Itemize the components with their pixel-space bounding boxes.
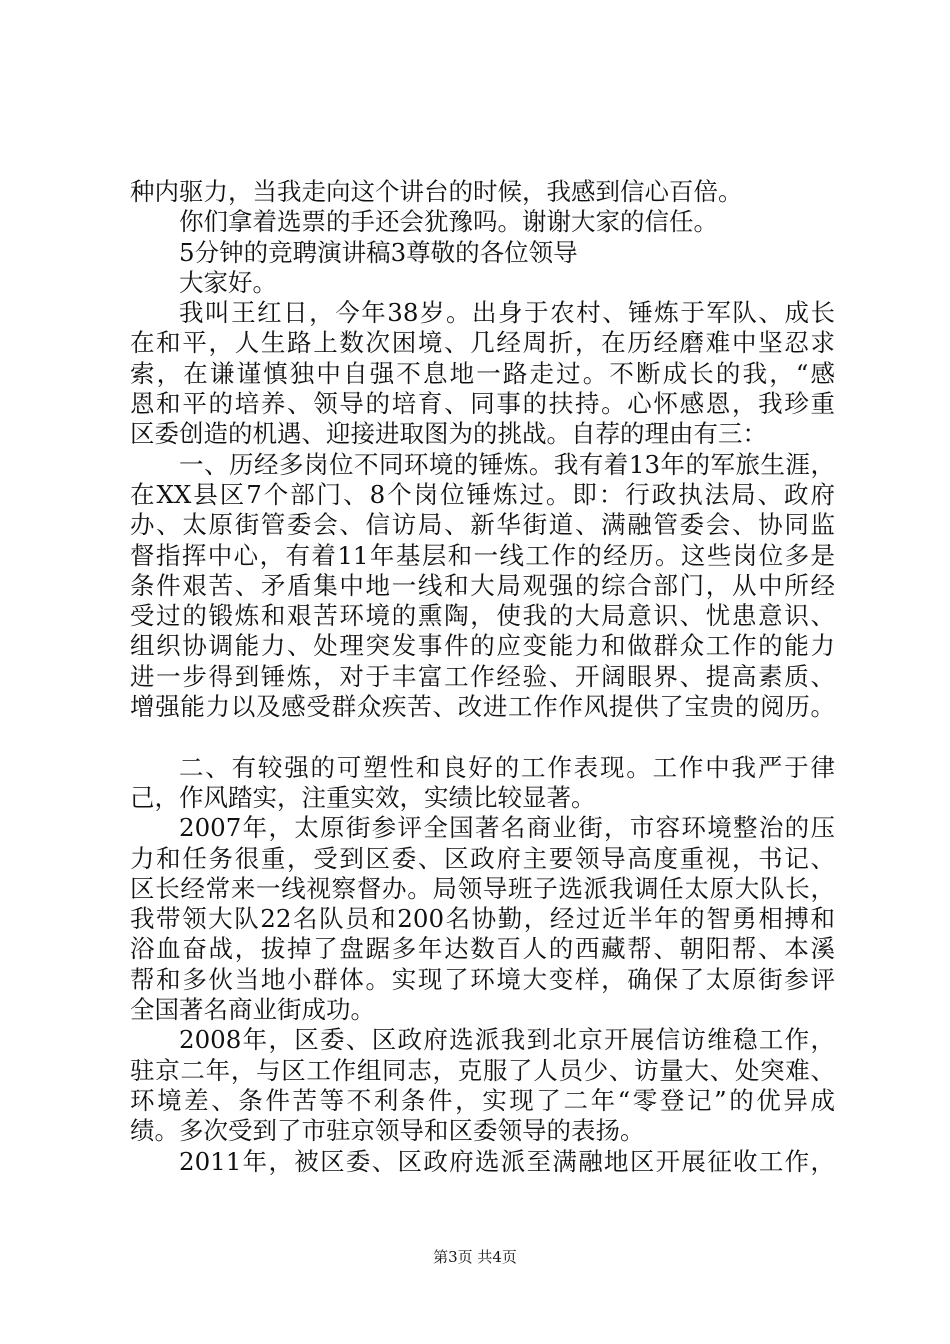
- text-line: 力和任务很重，受到区委、区政府主要领导高度重视，书记、: [130, 843, 835, 873]
- text-line: 索，在谦谨慎独中自强不息地一路走过。不断成长的我，“感: [130, 358, 835, 388]
- paragraph-gap: [130, 722, 835, 752]
- text-line: 2011年，被区委、区政府选派至满融地区开展征收工作，: [179, 1146, 835, 1176]
- document-body: [130, 177, 835, 1177]
- text-line: 进一步得到锤炼，对于丰富工作经验、开阔眼界、提高素质、: [130, 661, 835, 691]
- text-line: 组织协调能力、处理突发事件的应变能力和做群众工作的能力: [130, 631, 835, 661]
- text-line: 在XX县区7个部门、8个岗位锤炼过。即：行政执法局、政府: [130, 479, 835, 509]
- text-line: 环境差、条件苦等不利条件，实现了二年“零登记”的优异成: [130, 1085, 835, 1115]
- text-line: 绩。多次受到了市驻京领导和区委领导的表扬。: [130, 1116, 645, 1146]
- text-line: 条件艰苦、矛盾集中地一线和大局观强的综合部门，从中所经: [130, 570, 835, 600]
- text-line: 在和平，人生路上数次困境、几经周折，在历经磨难中坚忍求: [130, 328, 835, 358]
- text-line: 一、历经多岗位不同环境的锤炼。我有着13年的军旅生涯，: [179, 449, 835, 479]
- text-line: 帮和多伙当地小群体。实现了环境大变样，确保了太原街参评: [130, 964, 835, 994]
- text-line: 二、有较强的可塑性和良好的工作表现。工作中我严于律: [179, 752, 835, 782]
- text-line: 办、太原街管委会、信访局、新华街道、满融管委会、协同监: [130, 510, 835, 540]
- text-line: 种内驱力，当我走向这个讲台的时候，我感到信心百倍。: [130, 177, 743, 206]
- text-line: 我带领大队22名队员和200名协勤，经过近半年的智勇相搏和: [130, 904, 835, 934]
- text-line: 区长经常来一线视察督办。局领导班子选派我调任太原大队长，: [130, 873, 835, 903]
- text-line: 受过的锻炼和艰苦环境的熏陶，使我的大局意识、忧患意识、: [130, 601, 835, 631]
- text-line: 督指挥中心，有着11年基层和一线工作的经历。这些岗位多是: [130, 540, 835, 570]
- page-footer: 第3页 共4页: [433, 1248, 517, 1266]
- text-line: 驻京二年，与区工作组同志，克服了人员少、访量大、处突难、: [130, 1055, 835, 1085]
- text-line: 5分钟的竞聘演讲稿3尊敬的各位领导: [179, 237, 578, 267]
- text-line: 全国著名商业街成功。: [130, 995, 375, 1025]
- text-line: 2007年，太原街参评全国著名商业街，市容环境整治的压: [179, 813, 835, 843]
- text-line: 浴血奋战，拔掉了盘踞多年达数百人的西藏帮、朝阳帮、本溪: [130, 934, 835, 964]
- text-line: 大家好。: [179, 267, 277, 297]
- text-line: 你们拿着选票的手还会犹豫吗。谢谢大家的信任。: [179, 207, 718, 237]
- text-line: 2008年，区委、区政府选派我到北京开展信访维稳工作，: [179, 1025, 835, 1055]
- text-line: 己，作风踏实，注重实效，实绩比较显著。: [130, 782, 596, 812]
- text-line: 恩和平的培养、领导的培育、同事的扶持。心怀感恩，我珍重: [130, 389, 835, 419]
- text-line: 区委创造的机遇、迎接进取图为的挑战。自荐的理由有三：: [130, 419, 767, 449]
- text-line: 我叫王红日，今年38岁。出身于农村、锤炼于军队、成长: [179, 298, 835, 328]
- text-line: 增强能力以及感受群众疾苦、改进工作作风提供了宝贵的阅历。: [130, 692, 835, 722]
